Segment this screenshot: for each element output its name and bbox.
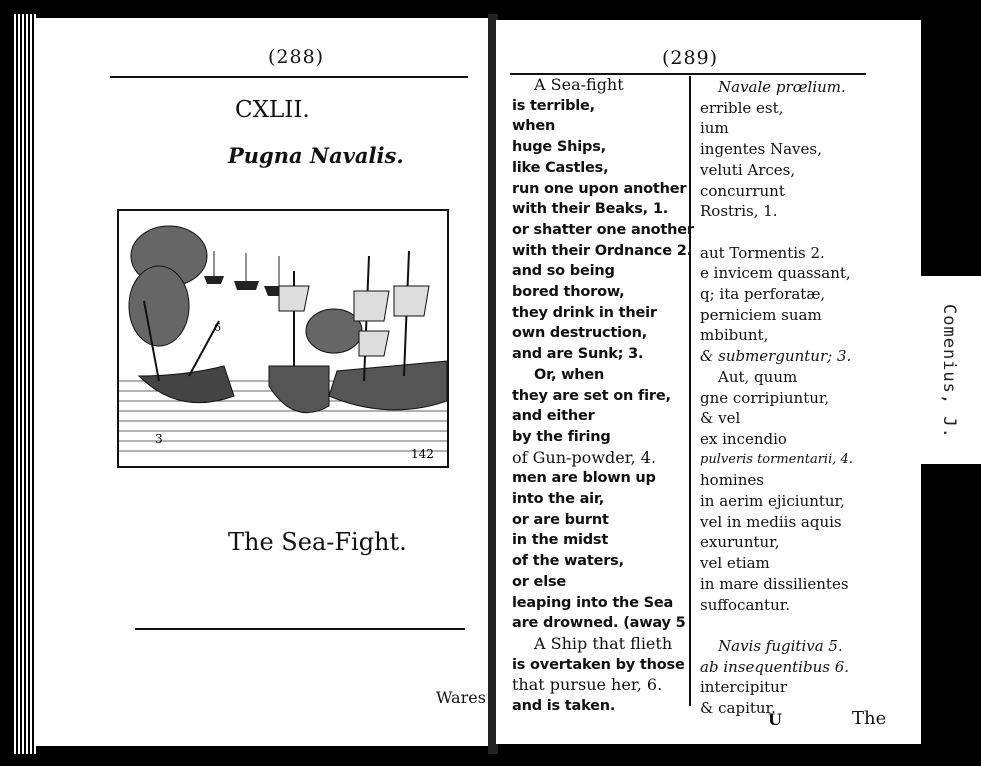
english-line: in the midst <box>512 532 609 549</box>
latin-line: perniciem suam <box>700 305 822 324</box>
left-header-rule <box>110 76 468 78</box>
latin-line: aut Tormentis 2. <box>700 243 825 262</box>
catalog-label <box>921 276 981 464</box>
english-line: Or, when <box>534 366 605 383</box>
latin-line: veluti Arces, <box>700 160 796 179</box>
latin-line: q; ita perforatæ, <box>700 285 826 304</box>
latin-line: homines <box>700 471 764 490</box>
chapter-number: CXLII. <box>235 97 310 123</box>
latin-line: suffocantur. <box>700 595 791 614</box>
english-line: they drink in their <box>512 304 657 321</box>
english-line: and either <box>512 408 595 425</box>
engraving-illustration <box>119 211 447 466</box>
chapter-title-latin: Pugna Navalis. <box>228 143 404 168</box>
english-line: and so being <box>512 263 615 280</box>
plate-caption: The Sea-Fight. <box>228 528 407 556</box>
english-line: and is taken. <box>512 698 616 715</box>
english-line: by the firing <box>512 428 611 445</box>
plate-number-6: 6 <box>214 321 221 334</box>
latin-line: e invicem quassant, <box>700 264 851 283</box>
latin-line: ex incendio <box>700 429 787 448</box>
latin-line <box>700 222 853 243</box>
english-line: that pursue her, 6. <box>512 675 663 695</box>
latin-line: Navale prœlium. <box>718 78 846 96</box>
english-line: when <box>512 118 556 135</box>
english-line: or shatter one another <box>512 221 694 238</box>
plate-number-3: 3 <box>155 432 163 446</box>
english-line: huge Ships, <box>512 139 606 156</box>
book-page-edges <box>14 14 36 754</box>
latin-line: & submerguntur; 3. <box>700 347 852 366</box>
english-line: they are set on fire, <box>512 387 671 404</box>
latin-line: & vel <box>700 409 741 428</box>
latin-line: in aerim ejiciuntur, <box>700 492 845 511</box>
latin-line: intercipitur <box>700 678 787 697</box>
english-line: own destruction, <box>512 325 648 342</box>
signature-mark: U <box>768 710 782 729</box>
catalog-label-text: Comenius, J. <box>939 304 959 439</box>
latin-line: Navis fugitiva 5. <box>718 636 843 655</box>
english-line: like Castles, <box>512 159 609 176</box>
latin-line: pulveris tormentarii, 4. <box>700 451 853 467</box>
latin-line: exuruntur, <box>700 533 780 552</box>
latin-line: concurrunt <box>700 181 785 200</box>
latin-line <box>700 615 853 636</box>
latin-line: ium <box>700 119 729 138</box>
english-line: A Sea-fight <box>534 75 624 94</box>
latin-line: gne corripiuntur, <box>700 388 830 407</box>
english-line: bored thorow, <box>512 284 625 301</box>
right-page-number: (289) <box>662 47 719 69</box>
english-line: or are burnt <box>512 511 609 528</box>
english-line: of Gun-powder, 4. <box>512 447 657 467</box>
plate-number-142: 142 <box>411 447 434 461</box>
english-line: run one upon another <box>512 180 687 197</box>
latin-line: errible est, <box>700 98 784 117</box>
english-line: are drowned. (away 5 <box>512 615 686 632</box>
english-line: or else <box>512 573 567 590</box>
latin-line: vel etiam <box>700 554 770 573</box>
latin-line: vel in mediis aquis <box>700 512 842 531</box>
english-line: with their Beaks, 1. <box>512 201 669 218</box>
english-line: of the waters, <box>512 553 624 570</box>
english-line: is overtaken by those <box>512 656 685 673</box>
left-page-number: (288) <box>268 46 325 68</box>
english-line: men are blown up <box>512 470 656 487</box>
english-line: with their Ordnance 2. <box>512 242 692 259</box>
english-line: leaping into the Sea <box>512 594 674 611</box>
latin-line: Rostris, 1. <box>700 202 778 221</box>
latin-line: Aut, quum <box>718 367 798 386</box>
english-line: into the air, <box>512 491 605 508</box>
english-line: A Ship that flieth <box>534 633 673 653</box>
left-catchword: Wares <box>436 688 486 707</box>
latin-line: ab insequentibus 6. <box>700 657 850 676</box>
latin-line: mbibunt, <box>700 326 769 345</box>
english-column <box>512 75 694 717</box>
left-footer-rule <box>135 628 465 630</box>
latin-line: in mare dissilientes <box>700 574 849 593</box>
english-line: and are Sunk; 3. <box>512 346 644 363</box>
latin-column <box>700 77 853 719</box>
latin-line: & capitur. <box>700 699 776 718</box>
english-line: is terrible, <box>512 97 595 114</box>
right-catchword: The <box>852 708 887 729</box>
engraving-sea-fight <box>117 209 449 468</box>
latin-line: ingentes Naves, <box>700 140 822 159</box>
